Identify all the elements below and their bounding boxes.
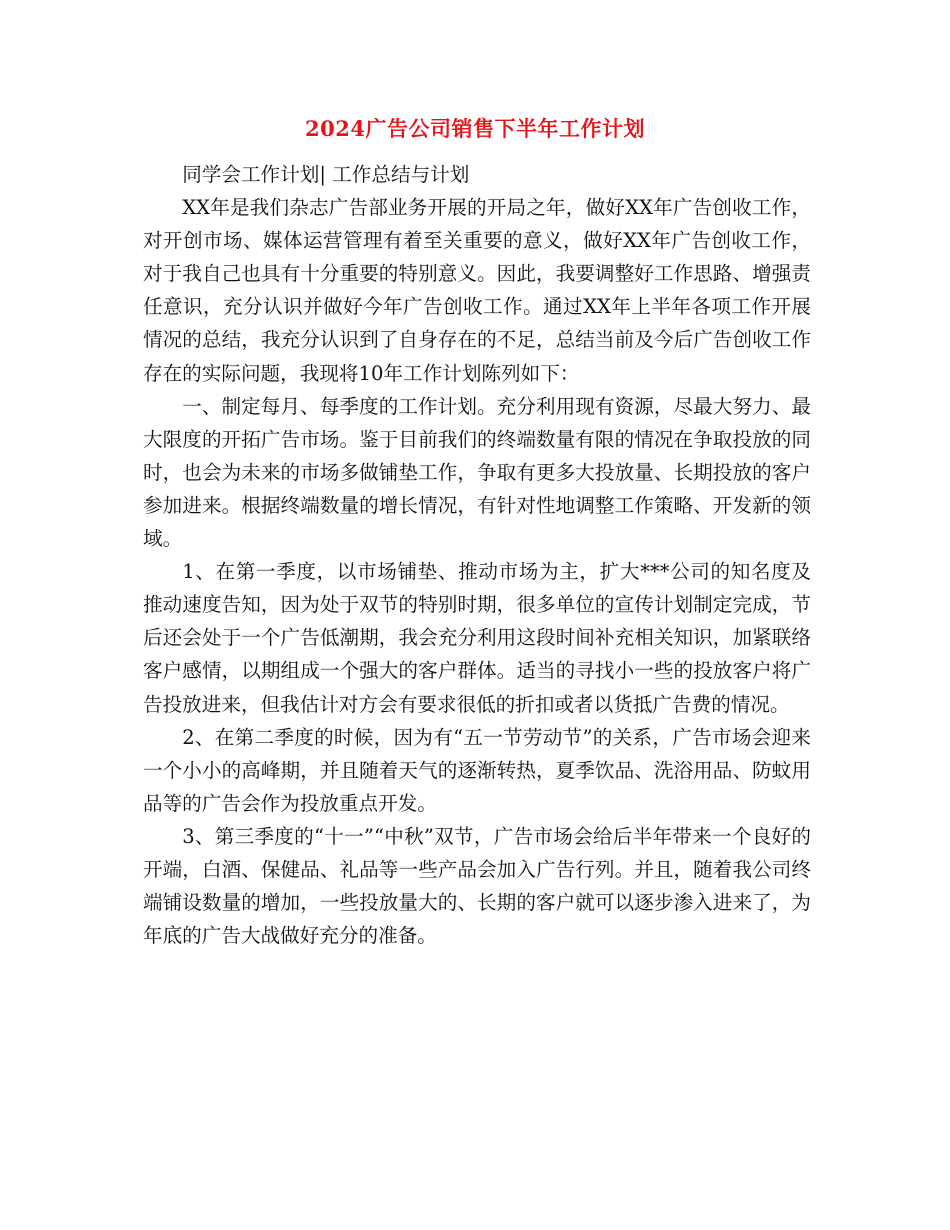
paragraph-quarter-three: 3、第三季度的“十一”“中秋”双节，广告市场会给后半年带来一个良好的开端，白酒、保健品、礼品等一些产品会加入广告行列。并且，随着我公司终端铺设数量的增加，一些投放量大的、长期的客户就可以逐步渗入进来了，为年底的广告大战做好充分的准备。 (143, 824, 811, 948)
paragraph-quarter-one: 1、在第一季度，以市场铺垫、推动市场为主，扩大***公司的知名度及推动速度告知，因为处于双节的特别时期，很多单位的宣传计划制定完成，节后还会处于一个广告低潮期，我会充分利用这段时间补充相关知识，加紧联络客户感情，以期组成一个强大的客户群体。适当的寻找小一些的投放客户将广告投放进来，但我估计对方会有要求很低的折扣或者以货抵广告费的情况。 (143, 560, 811, 716)
paragraph-intro: XX年是我们杂志广告部业务开展的开局之年，做好XX年广告创收工作，对开创市场、媒体运营管理有着至关重要的意义，做好XX年广告创收工作，对于我自己也具有十分重要的特别意义。因此，我要调整好工作思路、增强责任意识，充分认识并做好今年广告创收工作。通过XX年上半年各项工作开展情况的总结，我充分认识到了自身存在的不足，总结当前及今后广告创收工作存在的实际问题，我现将10年工作计划陈列如下： (143, 196, 811, 385)
paragraph-quarter-two: 2、在第二季度的时候，因为有“五一节劳动节”的关系，广告市场会迎来一个小小的高峰期，并且随着天气的逐渐转热，夏季饮品、洗浴用品、防蚊用品等的广告会作为投放重点开发。 (143, 725, 811, 815)
document-subtitle: 同学会工作计划| 工作总结与计划 (182, 163, 470, 186)
document-title: 2024广告公司销售下半年工作计划 (305, 116, 645, 141)
paragraph-section-one: 一、制定每月、每季度的工作计划。充分利用现有资源，尽最大努力、最大限度的开拓广告市场。鉴于目前我们的终端数量有限的情况在争取投放的同时，也会为未来的市场多做铺垫工作，争取有更多大投放量、长期投放的客户参加进来。根据终端数量的增长情况，有针对性地调整工作策略、开发新的领域。 (143, 394, 811, 551)
document-body (143, 158, 811, 952)
